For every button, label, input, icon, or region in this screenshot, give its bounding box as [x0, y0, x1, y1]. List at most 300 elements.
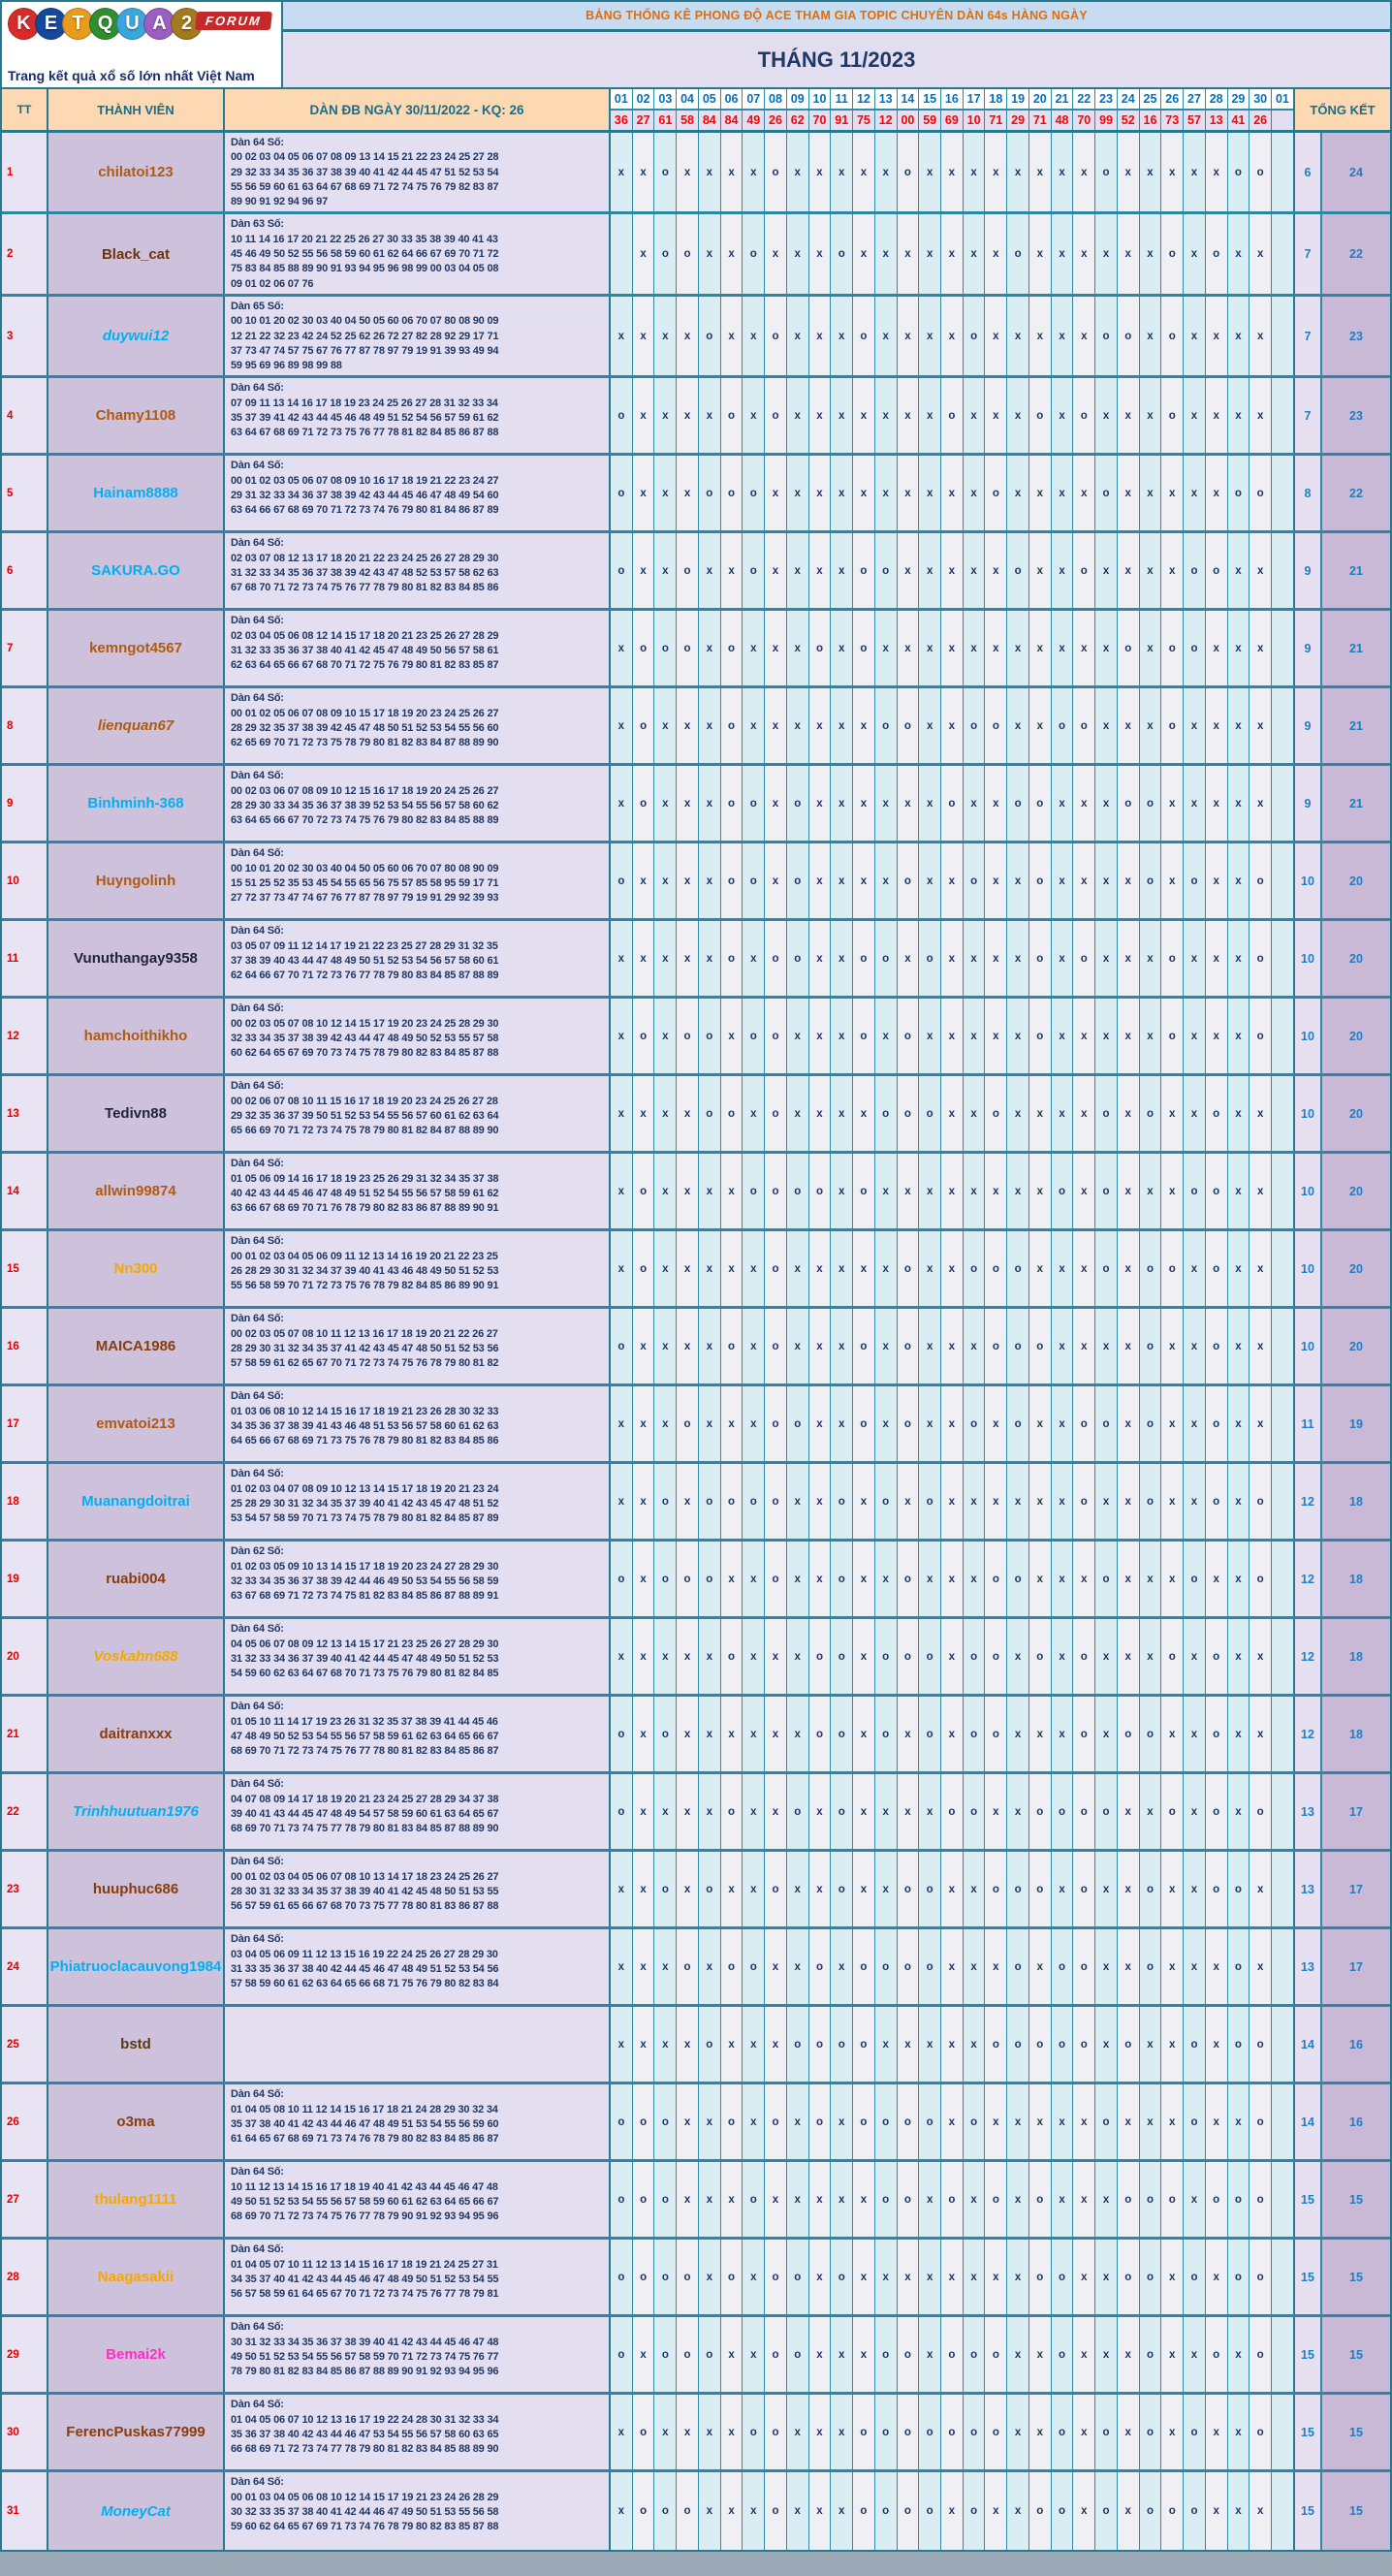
mark-cell: x: [1228, 1542, 1250, 1616]
mark-cell: x: [1161, 766, 1184, 841]
day-number: 10: [809, 89, 831, 111]
mark-cell: o: [985, 2317, 1007, 2392]
mark-cell: o: [1007, 1231, 1029, 1306]
mark-cell: x: [1184, 1619, 1206, 1694]
mark-cell: o: [1161, 2472, 1184, 2550]
kq-result: 41: [1228, 111, 1250, 130]
mark-cell: o: [919, 921, 941, 996]
mark-cell: o: [1140, 1464, 1162, 1539]
mark-cell: o: [765, 1231, 787, 1306]
member-name: Bemai2k: [48, 2317, 225, 2392]
mark-cell: x: [699, 2162, 721, 2237]
mark-cell: o: [1161, 297, 1184, 375]
mark-cell: o: [1095, 1231, 1118, 1306]
dan-line: 32 33 34 35 36 37 38 39 42 44 46 49 50 53 54 55 56 58 59: [231, 1575, 499, 1588]
mark-cell: x: [1095, 2317, 1118, 2392]
mark-cell: x: [919, 766, 941, 841]
dan-label: Dàn 64 Số:: [231, 1701, 284, 1713]
mark-cell: x: [898, 766, 920, 841]
mark-cell: x: [1095, 214, 1118, 293]
mark-cell: o: [985, 1852, 1007, 1926]
mark-cell: x: [1118, 533, 1140, 608]
mark-cell: o: [853, 297, 875, 375]
mark-cell: x: [1161, 1386, 1184, 1461]
mark-cell: x: [1007, 133, 1029, 211]
total-x-cell: 20: [1322, 999, 1390, 1073]
mark-cell-next-month: [1272, 2162, 1295, 2237]
mark-cell: x: [611, 611, 633, 685]
total-o-cell: 10: [1295, 843, 1322, 918]
table-row: [2, 2007, 1390, 2084]
dan-label: Dàn 64 Số:: [231, 1933, 284, 1946]
mark-cell: x: [1206, 2240, 1228, 2314]
mark-cell: x: [1095, 688, 1118, 763]
dan-label: Dàn 62 Số:: [231, 1545, 284, 1558]
kq-result: 71: [1029, 111, 1051, 130]
mark-cell: x: [743, 2240, 765, 2314]
mark-cell: o: [677, 999, 699, 1073]
mark-cell-next-month: [1272, 456, 1295, 530]
mark-cell: o: [853, 1929, 875, 2004]
mark-cell: o: [1161, 921, 1184, 996]
mark-cell: x: [787, 378, 809, 453]
mark-cell: x: [633, 378, 655, 453]
mark-cell: x: [1118, 1774, 1140, 1849]
mark-cell: o: [1073, 1464, 1095, 1539]
member-name: emvatoi213: [48, 1386, 225, 1461]
total-o-cell: 15: [1295, 2317, 1322, 2392]
mark-cell: x: [809, 297, 832, 375]
mark-cell: x: [1228, 2317, 1250, 2392]
dan-cell: [225, 1697, 611, 1771]
mark-cell: o: [654, 2084, 677, 2159]
dan-line: 57 58 59 61 62 65 67 70 71 72 73 74 75 76 78 79 80 81 82: [231, 1357, 499, 1370]
mark-cell: o: [1007, 533, 1029, 608]
mark-cell: x: [1095, 843, 1118, 918]
mark-cell: x: [699, 611, 721, 685]
mark-cell: o: [1073, 1774, 1095, 1849]
mark-cell: o: [853, 2395, 875, 2469]
mark-cell: o: [919, 1852, 941, 1926]
mark-cell: x: [1250, 766, 1272, 841]
mark-cell: o: [721, 1774, 743, 1849]
mark-cell: o: [809, 2007, 832, 2082]
member-name: o3ma: [48, 2084, 225, 2159]
mark-cell: o: [985, 1076, 1007, 1151]
mark-cell: x: [919, 2240, 941, 2314]
mark-cell: o: [875, 1619, 898, 1694]
mark-cell: x: [809, 1464, 832, 1539]
mark-cell-next-month: [1272, 2317, 1295, 2392]
mark-cell: o: [1118, 1697, 1140, 1771]
mark-cell: x: [964, 766, 986, 841]
mark-cell: x: [1118, 688, 1140, 763]
mark-cell: o: [1118, 297, 1140, 375]
total-x-cell: 18: [1322, 1619, 1390, 1694]
table-header: [2, 89, 1390, 133]
mark-cell: x: [1095, 2007, 1118, 2082]
mark-cell: x: [1118, 1076, 1140, 1151]
mark-cell: o: [919, 1619, 941, 1694]
marks-strip: [611, 1852, 1295, 1926]
dan-cell: [225, 133, 611, 211]
mark-cell: x: [654, 1929, 677, 2004]
mark-cell: o: [964, 688, 986, 763]
mark-cell: x: [743, 2472, 765, 2550]
mark-cell: x: [1140, 1619, 1162, 1694]
kq-result: 75: [853, 111, 874, 130]
mark-cell: x: [677, 1076, 699, 1151]
mark-cell: x: [941, 533, 964, 608]
mark-cell: x: [1118, 921, 1140, 996]
mark-cell: o: [853, 1386, 875, 1461]
dan-label: Dàn 64 Số:: [231, 1235, 284, 1248]
dan-line: 01 04 05 06 07 10 12 13 16 17 19 22 24 28 30 31 32 33 34: [231, 2413, 499, 2426]
mark-cell: x: [1052, 2084, 1074, 2159]
mark-cell: o: [765, 1154, 787, 1228]
dan-line: 03 04 05 06 09 11 12 13 15 16 19 22 24 25 26 27 28 29 30: [231, 1948, 498, 1960]
member-name: Huyngolinh: [48, 843, 225, 918]
mark-cell: x: [1184, 921, 1206, 996]
mark-cell: x: [1140, 133, 1162, 211]
mark-cell: x: [941, 1386, 964, 1461]
mark-cell: o: [787, 2007, 809, 2082]
table-row: [2, 2084, 1390, 2162]
mark-cell: x: [1161, 2317, 1184, 2392]
mark-cell: x: [1095, 533, 1118, 608]
day-header-col: [743, 89, 765, 130]
total-x-cell: 20: [1322, 1076, 1390, 1151]
mark-cell: x: [1184, 456, 1206, 530]
mark-cell: x: [875, 133, 898, 211]
mark-cell: o: [743, 1154, 765, 1228]
mark-cell: x: [1161, 1309, 1184, 1383]
mark-cell: o: [1140, 2395, 1162, 2469]
mark-cell: x: [1206, 297, 1228, 375]
mark-cell: o: [1206, 1774, 1228, 1849]
total-o-cell: 10: [1295, 1309, 1322, 1383]
mark-cell: x: [853, 214, 875, 293]
mark-cell: o: [1140, 1929, 1162, 2004]
dan-cell: [225, 1231, 611, 1306]
dan-line: 37 38 39 40 43 44 47 48 49 50 51 52 53 54 56 57 58 60 61: [231, 955, 499, 968]
mark-cell: o: [964, 2395, 986, 2469]
mark-cell: o: [1206, 1619, 1228, 1694]
total-x-cell: 20: [1322, 843, 1390, 918]
mark-cell: x: [809, 2395, 832, 2469]
marks-strip: [611, 999, 1295, 1073]
mark-cell: x: [875, 214, 898, 293]
day-number: 23: [1095, 89, 1117, 111]
mark-cell: o: [919, 2472, 941, 2550]
mark-cell: x: [1073, 2162, 1095, 2237]
dan-line: 60 62 64 65 67 69 70 73 74 75 78 79 80 82 83 84 85 87 88: [231, 1047, 499, 1060]
mark-cell: x: [1184, 1774, 1206, 1849]
mark-cell: x: [654, 999, 677, 1073]
mark-cell: o: [1029, 843, 1052, 918]
mark-cell: x: [919, 1231, 941, 1306]
mark-cell: x: [1161, 2007, 1184, 2082]
mark-cell: o: [1206, 2317, 1228, 2392]
mark-cell: x: [633, 921, 655, 996]
mark-cell-next-month: [1272, 1076, 1295, 1151]
mark-cell: x: [1052, 1464, 1074, 1539]
dan-line: 56 57 59 61 65 66 67 68 70 73 75 77 78 80 81 83 86 87 88: [231, 1900, 499, 1913]
mark-cell-next-month: [1272, 2472, 1295, 2550]
mark-cell-next-month: [1272, 1619, 1295, 1694]
mark-cell: o: [964, 1774, 986, 1849]
mark-cell: x: [1007, 297, 1029, 375]
mark-cell: x: [1161, 1697, 1184, 1771]
total-o-cell: 10: [1295, 999, 1322, 1073]
mark-cell: o: [1095, 1542, 1118, 1616]
mark-cell: x: [787, 456, 809, 530]
tt-cell: 26: [2, 2084, 48, 2159]
day-number: 19: [1007, 89, 1028, 111]
mark-cell: o: [633, 1154, 655, 1228]
mark-cell-next-month: [1272, 921, 1295, 996]
marks-strip: [611, 1619, 1295, 1694]
mark-cell: o: [1184, 2472, 1206, 2550]
total-o-cell: 12: [1295, 1542, 1322, 1616]
mark-cell: x: [721, 1386, 743, 1461]
mark-cell: x: [1073, 999, 1095, 1073]
mark-cell-next-month: [1272, 1231, 1295, 1306]
mark-cell: x: [765, 688, 787, 763]
mark-cell: o: [1206, 1076, 1228, 1151]
mark-cell: o: [654, 611, 677, 685]
member-name: Naagasakii: [48, 2240, 225, 2314]
member-name: lienquan67: [48, 688, 225, 763]
table-row: [2, 2395, 1390, 2472]
mark-cell: o: [699, 297, 721, 375]
mark-cell: x: [1140, 2007, 1162, 2082]
day-number: 02: [633, 89, 654, 111]
mark-cell: o: [1250, 133, 1272, 211]
mark-cell: o: [677, 214, 699, 293]
dan-label: Dàn 64 Số:: [231, 1158, 284, 1170]
mark-cell: x: [787, 1464, 809, 1539]
mark-cell: o: [654, 1697, 677, 1771]
mark-cell: x: [1118, 1154, 1140, 1228]
mark-cell: o: [985, 2007, 1007, 2082]
mark-cell: x: [831, 133, 853, 211]
mark-cell: x: [633, 2007, 655, 2082]
mark-cell: x: [1250, 1929, 1272, 2004]
mark-cell: x: [941, 1697, 964, 1771]
dan-line: 55 56 58 59 70 71 72 73 75 76 78 79 82 84 85 86 89 90 91: [231, 1280, 499, 1292]
mark-cell: x: [919, 611, 941, 685]
mark-cell: x: [1118, 1231, 1140, 1306]
mark-cell: x: [985, 1386, 1007, 1461]
mark-cell: o: [1052, 2240, 1074, 2314]
mark-cell: o: [898, 1619, 920, 1694]
total-o-cell: 14: [1295, 2084, 1322, 2159]
mark-cell-next-month: [1272, 1309, 1295, 1383]
mark-cell: x: [787, 2084, 809, 2159]
dan-line: 07 09 11 13 14 16 17 18 19 23 24 25 26 27 28 31 32 33 34: [231, 397, 498, 409]
mark-cell: x: [809, 843, 832, 918]
mark-cell: x: [919, 2007, 941, 2082]
mark-cell: x: [1228, 2472, 1250, 2550]
dan-label: Dàn 64 Số:: [231, 2243, 284, 2256]
day-number: 08: [765, 89, 786, 111]
mark-cell: x: [919, 456, 941, 530]
mark-cell: x: [677, 921, 699, 996]
mark-cell: x: [1184, 1464, 1206, 1539]
marks-strip: [611, 2395, 1295, 2469]
mark-cell: o: [1184, 2240, 1206, 2314]
day-header-col: [1184, 89, 1206, 130]
mark-cell: o: [1073, 1619, 1095, 1694]
dan-line: 04 05 06 07 08 09 12 13 14 15 17 21 23 25 26 27 28 29 30: [231, 1638, 499, 1650]
mark-cell: o: [919, 1464, 941, 1539]
total-x-cell: 15: [1322, 2472, 1390, 2550]
kq-result: 57: [1184, 111, 1205, 130]
day-number: 18: [985, 89, 1006, 111]
table-row: [2, 1852, 1390, 1929]
mark-cell: x: [677, 1697, 699, 1771]
mark-cell: x: [654, 456, 677, 530]
mark-cell: o: [1161, 214, 1184, 293]
mark-cell: x: [1095, 611, 1118, 685]
mark-cell: o: [1052, 1774, 1074, 1849]
mark-cell: x: [985, 921, 1007, 996]
dan-line: 53 54 57 58 59 70 71 73 74 75 78 79 80 81 82 84 85 87 89: [231, 1512, 499, 1525]
mark-cell: x: [1250, 378, 1272, 453]
day-header-col: [677, 89, 699, 130]
mark-cell: x: [1184, 214, 1206, 293]
mark-cell: o: [654, 2162, 677, 2237]
mark-cell: o: [1250, 2240, 1272, 2314]
mark-cell: o: [677, 533, 699, 608]
mark-cell: x: [1029, 297, 1052, 375]
mark-cell: o: [1161, 611, 1184, 685]
mark-cell: o: [1206, 214, 1228, 293]
member-name: bstd: [48, 2007, 225, 2082]
mark-cell: x: [743, 1852, 765, 1926]
mark-cell: o: [743, 766, 765, 841]
dan-line: 49 50 51 52 53 54 55 56 57 58 59 70 71 72 73 74 75 76 77: [231, 2351, 499, 2364]
mark-cell: o: [743, 533, 765, 608]
mark-cell: x: [919, 297, 941, 375]
mark-cell: x: [941, 1231, 964, 1306]
mark-cell: x: [809, 1774, 832, 1849]
logo-letter-q: Q: [89, 8, 121, 40]
mark-cell: o: [1206, 2162, 1228, 2237]
mark-cell: o: [941, 2317, 964, 2392]
mark-cell: o: [1095, 1154, 1118, 1228]
tt-cell: 3: [2, 297, 48, 375]
kq-result: 36: [611, 111, 632, 130]
mark-cell: x: [853, 378, 875, 453]
marks-strip: [611, 133, 1295, 211]
mark-cell: x: [654, 1619, 677, 1694]
mark-cell: x: [941, 2007, 964, 2082]
dan-line: 57 58 59 60 61 62 63 64 65 66 68 71 75 76 79 80 82 83 84: [231, 1978, 499, 1990]
mark-cell: x: [1118, 999, 1140, 1073]
mark-cell: x: [654, 1386, 677, 1461]
mark-cell: o: [743, 1464, 765, 1539]
mark-cell: x: [1095, 2240, 1118, 2314]
mark-cell: o: [1228, 456, 1250, 530]
dan-cell: [225, 1929, 611, 2004]
kq-result: 52: [1118, 111, 1139, 130]
mark-cell: x: [1140, 297, 1162, 375]
mark-cell: x: [1184, 2162, 1206, 2237]
kq-result: 29: [1007, 111, 1028, 130]
day-number: 25: [1140, 89, 1161, 111]
mark-cell: [611, 214, 633, 293]
mark-cell: o: [633, 611, 655, 685]
mark-cell: x: [1029, 1542, 1052, 1616]
header-total: TỔNG KẾT: [1295, 89, 1390, 130]
total-o-cell: 15: [1295, 2472, 1322, 2550]
mark-cell: x: [809, 1542, 832, 1616]
mark-cell: x: [1118, 456, 1140, 530]
mark-cell: x: [919, 1309, 941, 1383]
mark-cell: x: [677, 2162, 699, 2237]
member-name: Phiatruoclacauvong1984: [48, 1929, 225, 2004]
total-o-cell: 10: [1295, 921, 1322, 996]
mark-cell: o: [875, 2317, 898, 2392]
mark-cell: o: [1250, 921, 1272, 996]
day-number: 14: [898, 89, 919, 111]
mark-cell: x: [985, 2240, 1007, 2314]
dan-label: Dàn 64 Số:: [231, 925, 284, 938]
total-o-cell: 12: [1295, 1464, 1322, 1539]
kq-result: 61: [654, 111, 676, 130]
dan-cell: [225, 611, 611, 685]
mark-cell: x: [875, 843, 898, 918]
dan-line: 68 69 70 71 73 74 75 77 78 79 80 81 83 84 85 87 88 89 90: [231, 1823, 499, 1835]
mark-cell: x: [633, 1542, 655, 1616]
mark-cell: x: [809, 1309, 832, 1383]
dan-line: 59 60 62 64 65 67 69 71 73 74 76 78 79 80 82 83 85 87 88: [231, 2521, 499, 2533]
mark-cell: x: [1073, 1076, 1095, 1151]
mark-cell: o: [919, 1929, 941, 2004]
mark-cell: x: [721, 2317, 743, 2392]
mark-cell: o: [941, 2395, 964, 2469]
member-name: chilatoi123: [48, 133, 225, 211]
dan-cell: [225, 2084, 611, 2159]
mark-cell: x: [677, 297, 699, 375]
mark-cell: o: [1161, 2162, 1184, 2237]
mark-cell: o: [1250, 1542, 1272, 1616]
member-name: FerencPuskas77999: [48, 2395, 225, 2469]
day-number: 30: [1250, 89, 1271, 111]
day-header-col: [1118, 89, 1140, 130]
mark-cell: x: [809, 214, 832, 293]
mark-cell: o: [1184, 843, 1206, 918]
mark-cell: o: [898, 1076, 920, 1151]
total-x-cell: 21: [1322, 766, 1390, 841]
mark-cell: o: [1029, 999, 1052, 1073]
mark-cell: o: [611, 456, 633, 530]
total-x-cell: 18: [1322, 1697, 1390, 1771]
mark-cell: x: [1161, 456, 1184, 530]
mark-cell: x: [633, 456, 655, 530]
mark-cell: x: [941, 214, 964, 293]
dan-label: Dàn 64 Số:: [231, 2476, 284, 2489]
mark-cell: x: [1029, 1076, 1052, 1151]
mark-cell: x: [985, 133, 1007, 211]
mark-cell: x: [1118, 2084, 1140, 2159]
day-number: 27: [1184, 89, 1205, 111]
mark-cell: x: [677, 1154, 699, 1228]
mark-cell: o: [985, 1231, 1007, 1306]
mark-cell: o: [898, 1852, 920, 1926]
